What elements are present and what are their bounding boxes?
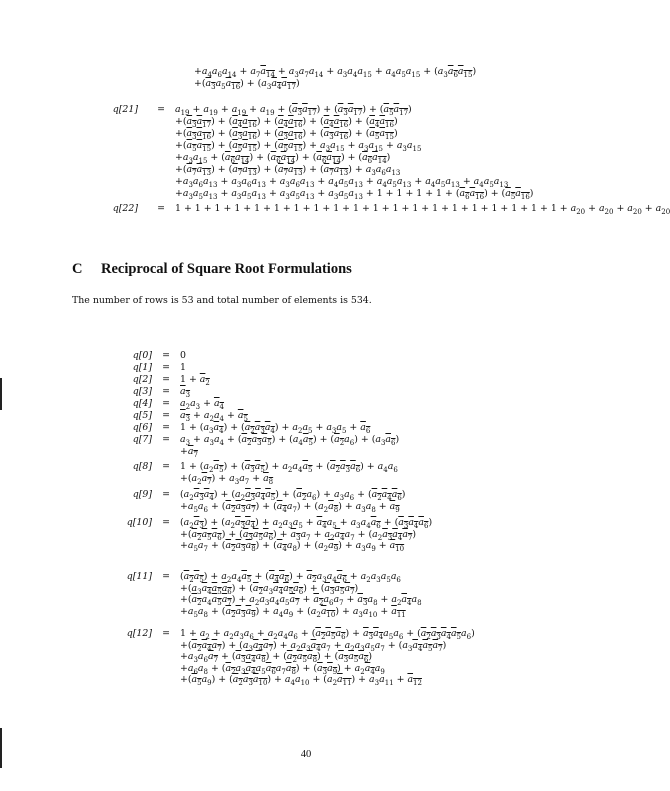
equation-label: q[5] <box>132 410 152 421</box>
equation-line: $a_2a_3 + a_4$ <box>180 398 225 411</box>
equation-line: $+(a_3a_{17}) + (a_4a_{16}) + (a_4a_{16}) + (a_4a_{16}) + (a_4a_{16})$ <box>175 116 398 129</box>
equals-sign: = <box>162 422 170 433</box>
equation-line: $+(a_2a_5a_6) + (a_3a_5a_6) + a_3a_7 + a_2a_4a_7 + (a_2a_3a_4a_7)$ <box>180 528 417 542</box>
equation-line: $+a_5a_8 + (a_2a_3a_9) + a_4a_9 + (a_2a_{10}) + a_3a_{10} + a_{11}$ <box>180 605 406 619</box>
section-number: C <box>72 261 83 277</box>
equation-line: $(a_2a_3) + (a_2a_3a_4) + a_2a_3a_5 + a_4a_5 + a_3a_4a_6 + (a_3a_4a_6)$ <box>180 517 433 530</box>
equation-line: $+(a_7a_{13}) + (a_7a_{13}) + (a_7a_{13}) + (a_7a_{13}) + a_3a_6a_{13}$ <box>175 164 401 177</box>
equation-label: q[9] <box>132 489 152 500</box>
equation-line: $1 + (a_3a_4) + (a_2a_3a_4) + a_2a_5 + a_3a_5 + a_6$ <box>180 422 371 435</box>
equation-line: $+a_3a_6a_{13} + a_3a_6a_{13} + a_3a_6a_{13} + a_4a_5a_{13} + a_4a_5a_{13} + a_4a_5a_{13} + a_4a_5a_{13}$ <box>175 176 509 189</box>
equation-line: $+a_7$ <box>180 445 198 459</box>
equation-line: $+(a_5a_9) + (a_2a_3a_{10}) + a_4a_{10} + (a_2a_{11}) + a_3a_{11} + a_{12}$ <box>180 674 422 687</box>
equation-line: $a_{19} + a_{19} + a_{19} + a_{19} + (a_3a_{17}) + (a_3a_{17}) + (a_5a_{17})$ <box>175 104 412 117</box>
page-edge-mark <box>0 728 2 768</box>
equation-line: $(a_2a_5) + a_2a_4a_5 + (a_4a_6) + a_2a_3a_4a_6 + a_2a_3a_5a_6$ <box>180 571 401 584</box>
equation-label: q[4] <box>132 398 152 409</box>
equation-line: $1 + 1 + 1 + 1 + 1 + 1 + 1 + 1 + 1 + 1 + 1 + 1 + 1 + 1 + 1 + 1 + 1 + 1 + 1 + 1 + a_{20} + a_{20} + a_{20} + a_{20}$ <box>175 203 670 216</box>
continuation-line: $+a_4a_6a_{14} + a_7a_{14} + a_3a_7a_{14} + a_3a_4a_{15} + a_4a_5a_{15} + (a_3a_6a_{15})$ <box>194 66 477 79</box>
equation-line: $+a_3a_5a_{13} + a_3a_5a_{13} + a_3a_5a_{13} + a_3a_5a_{13} + 1 + 1 + 1 + 1 + (a_6a_{16}) + (a_5a_{16})$ <box>175 188 534 201</box>
equation-line: $+a_5a_7 + (a_2a_3a_8) + (a_4a_8) + (a_2a_9) + a_3a_9 + a_{10}$ <box>180 540 405 553</box>
continuation-line: $+(a_3a_5a_{16}) + (a_3a_4a_{17})$ <box>194 78 300 91</box>
equation-line: $+(a_2a_4a_5a_7) + a_2a_3a_4a_5a_7 + a_2a_6a_7 + a_3a_8 + a_2a_4a_8$ <box>180 594 422 607</box>
equation-line: $+a_6a_8 + (a_2a_3a_4a_5a_6a_7a_8) + (a_3a_9) + a_2a_4a_9$ <box>180 662 385 676</box>
equals-sign: = <box>162 517 170 528</box>
equation-line: $a_3 + a_2a_4 + a_5$ <box>180 410 248 423</box>
equation-label: q[8] <box>132 461 152 472</box>
equation-label: q[10] <box>126 517 152 528</box>
equals-sign: = <box>162 410 170 421</box>
equals-sign: = <box>162 628 170 639</box>
equation-line: $+a_3a_6a_7 + (a_3a_4a_8) + (a_2a_5a_8) + (a_3a_5a_6)$ <box>180 651 373 664</box>
equation-line: $+(a_2a_7) + a_3a_7 + a_8$ <box>180 472 274 486</box>
equation-line: $+a_5a_6 + (a_2a_3a_7) + (a_4a_7) + (a_2a_8) + a_3a_8 + a_9$ <box>180 500 400 514</box>
equation-line: $1 + a_2 + a_2a_3a_6 + a_2a_4a_6 + (a_2a_5a_6) + a_3a_4a_5a_6 + (a_2a_3a_4a_5a_6)$ <box>180 628 475 641</box>
intro-paragraph: The number of rows is 53 and total number of elements is 534. <box>72 295 372 306</box>
equation-line: $a_3 + a_3a_4 + (a_2a_3a_5) + (a_4a_5) + (a_2a_6) + (a_3a_6)$ <box>180 434 400 447</box>
equation-line: 1 <box>180 362 186 373</box>
equation-label: q[21] <box>112 104 138 115</box>
section-title: Reciprocal of Square Root Formulations <box>101 261 352 277</box>
equation-line: $+a_3a_{15} + (a_6a_{14}) + (a_6a_{14}) + (a_6a_{14}) + (a_6a_{14})$ <box>175 152 391 165</box>
equation-line: $1 + a_2$ <box>180 374 210 387</box>
equation-line: $(a_2a_3a_4) + (a_2a_3a_4a_5) + (a_2a_6) + a_3a_6 + (a_2a_4a_6)$ <box>180 489 406 502</box>
equals-sign: = <box>162 350 170 361</box>
page-edge-mark <box>0 378 2 410</box>
equals-sign: = <box>157 104 165 115</box>
equation-label: q[0] <box>132 350 152 361</box>
equation-line: $a_3$ <box>180 386 191 399</box>
equation-line: $+(a_3a_{16}) + (a_3a_{16}) + (a_3a_{16}) + (a_3a_{16}) + (a_5a_{15})$ <box>175 128 398 141</box>
equation-label: q[11] <box>126 571 152 582</box>
equals-sign: = <box>162 571 170 582</box>
equation-label: q[12] <box>126 628 152 639</box>
equation-line: $+(a_5a_{15}) + (a_5a_{15}) + (a_5a_{15}) + a_3a_{15} + a_3a_{15} + a_3a_{15}$ <box>175 140 422 153</box>
page-number: 40 <box>300 749 312 760</box>
equation-line: $+(a_3a_4a_5a_6) + (a_2a_3a_4a_5a_6) + (a_3a_5a_7)$ <box>180 582 359 596</box>
equals-sign: = <box>162 362 170 373</box>
equation-label: q[2] <box>132 374 152 385</box>
equals-sign: = <box>162 374 170 385</box>
equals-sign: = <box>162 398 170 409</box>
equation-label: q[3] <box>132 386 152 397</box>
equals-sign: = <box>157 203 165 214</box>
equals-sign: = <box>162 434 170 445</box>
equation-label: q[6] <box>132 422 152 433</box>
equation-label: q[1] <box>132 362 152 373</box>
equation-label: q[7] <box>132 434 152 445</box>
equation-line: $+(a_2a_4a_7) + (a_3a_4a_7) + a_2a_3a_4a_7 + a_2a_3a_5a_7 + (a_3a_4a_5a_7)$ <box>180 639 447 653</box>
equation-line: $1 + (a_2a_5) + (a_3a_5) + a_2a_4a_5 + (a_2a_3a_6) + a_4a_6$ <box>180 461 398 474</box>
equals-sign: = <box>162 489 170 500</box>
equals-sign: = <box>162 461 170 472</box>
equation-line: 0 <box>180 350 186 361</box>
equation-label: q[22] <box>112 203 138 214</box>
equals-sign: = <box>162 386 170 397</box>
